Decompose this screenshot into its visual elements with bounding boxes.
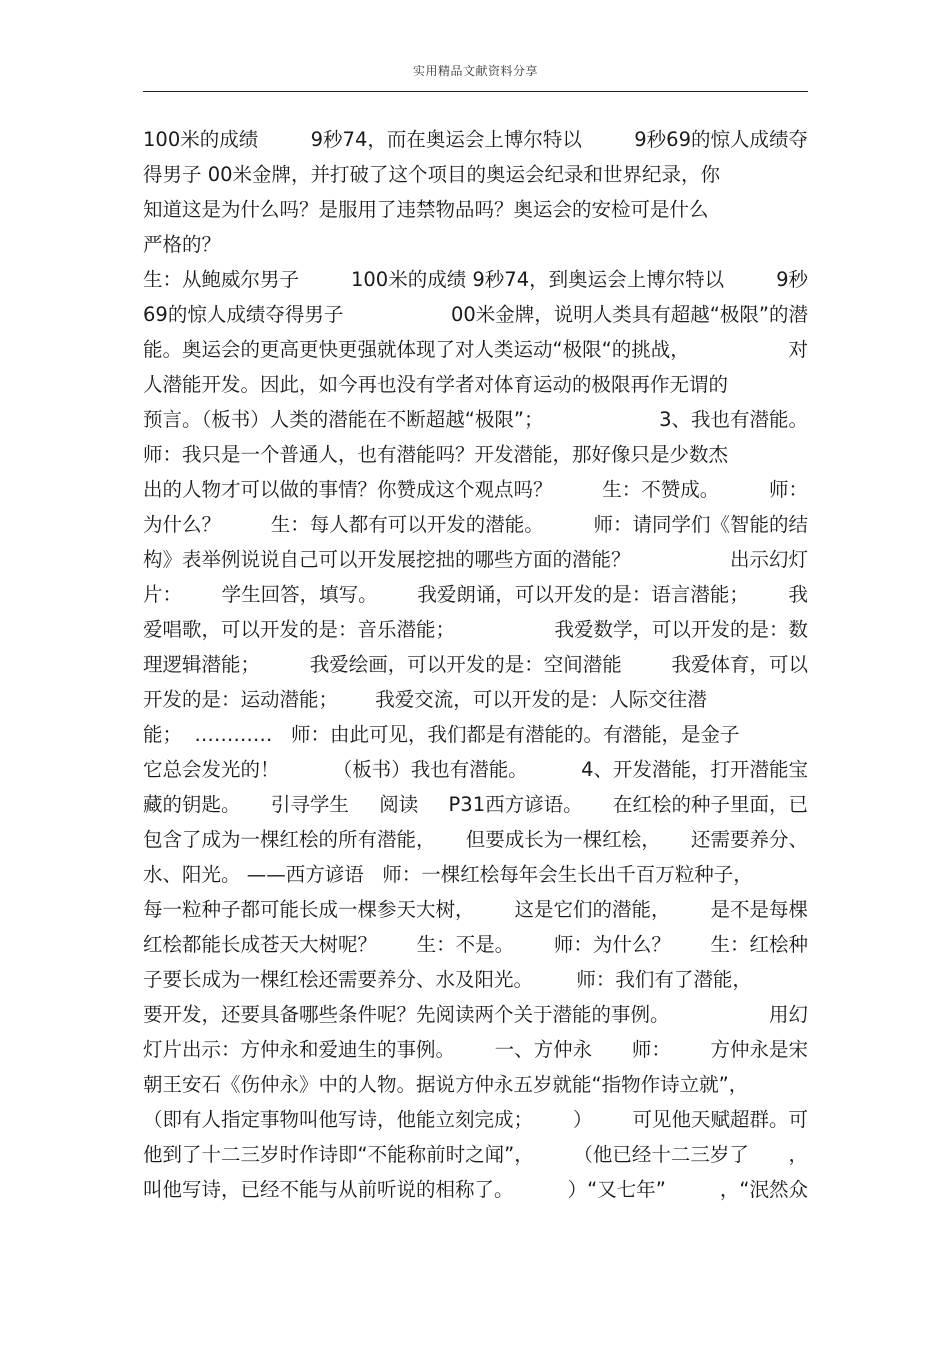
text-line	[143, 752, 808, 787]
text-segment: 学生回答，填写。	[221, 583, 378, 606]
text-segment: ，	[788, 1143, 808, 1166]
text-segment: 它总会发光的！	[143, 758, 280, 781]
text-line	[143, 962, 808, 997]
document-body	[143, 122, 808, 1207]
text-segment: 9秒	[776, 268, 808, 291]
text-segment: 每一粒种子都可能长成一棵参天大树，	[143, 898, 475, 921]
text-segment: ，“泯然众	[719, 1178, 808, 1201]
header-divider	[143, 91, 808, 92]
text-line	[143, 1032, 808, 1067]
text-segment: 要开发，还要具备哪些条件呢？先阅读两个关于潜能的事例。	[143, 1003, 670, 1026]
text-segment: 我爱朗诵，可以开发的是：语言潜能；	[417, 583, 749, 606]
text-segment: 我爱绘画，可以开发的是：空间潜能	[309, 653, 622, 676]
text-segment: 9秒74，而在奥运会上博尔特以	[310, 128, 582, 151]
text-segment: 叫他写诗，已经不能与从前听说的相称了。	[143, 1178, 514, 1201]
text-line	[143, 927, 808, 962]
text-segment: 人潜能开发。因此，如今再也没有学者对体育运动的极限再作无谓的	[143, 373, 729, 396]
text-segment: 方仲永是宋	[710, 1038, 808, 1061]
text-segment: 师：	[631, 1038, 671, 1061]
text-segment: 知道这是为什么吗？是服用了违禁物品吗？奥运会的安检可是什么	[143, 198, 709, 221]
text-segment: 出的人物才可以做的事情？你赞成这个观点吗？	[143, 478, 553, 501]
text-segment: 阅读	[379, 793, 419, 816]
text-segment: 藏的钥匙。	[143, 793, 241, 816]
text-segment: 可见他天赋超群。可	[632, 1108, 808, 1131]
text-line	[143, 892, 808, 927]
text-segment: 构》表举例说说自己可以开发展挖拙的哪些方面的潜能？	[143, 548, 631, 571]
text-segment: 100米的成绩	[143, 128, 259, 151]
text-segment: 我	[788, 583, 808, 606]
text-segment: （板书）我也有潜能。	[332, 758, 528, 781]
text-segment: 但要成长为一棵红桧，	[465, 828, 661, 851]
text-segment: 9秒69的惊人成绩夺	[634, 128, 808, 151]
text-line	[143, 647, 808, 682]
text-segment: 这是它们的潜能，	[514, 898, 671, 921]
text-segment: 预言。（板书）人类的潜能在不断超越“极限”；	[143, 408, 544, 431]
text-segment: 生：不赞成。	[602, 478, 720, 501]
text-line	[143, 997, 808, 1032]
text-segment: 一、方仲永	[494, 1038, 593, 1061]
text-segment: 红桧都能长成苍天大树呢？	[143, 933, 378, 956]
text-segment: （他已经十二三岁了	[573, 1143, 749, 1166]
text-segment: 用幻	[768, 1003, 808, 1026]
text-line	[143, 1102, 808, 1137]
text-segment: ）	[572, 1108, 593, 1131]
text-segment: P31西方谚语。	[448, 793, 583, 816]
text-segment: 爱唱歌，可以开发的是：音乐潜能；	[143, 618, 456, 641]
text-segment: 4、开发潜能，打开潜能宝	[581, 758, 808, 781]
text-line	[143, 157, 808, 192]
text-segment: 69的惊人成绩夺得男子	[143, 303, 344, 326]
text-line	[143, 297, 808, 332]
text-segment: 能； ………… 师：由此可见，我们都是有潜能的。有潜能，是金子	[143, 723, 740, 746]
text-segment: 引寻学生	[270, 793, 349, 816]
text-segment: 水、阳光。 ——西方谚语 师：一棵红桧每年会生长出千百万粒种子，	[143, 863, 753, 886]
text-segment: 生：每人都有可以开发的潜能。	[270, 513, 544, 536]
text-segment: 朝王安石《伤仲永》中的人物。据说方仲永五岁就能“指物作诗立就”，	[143, 1073, 749, 1096]
text-segment: 师：我只是一个普通人，也有潜能吗？开发潜能，那好像只是少数杰	[143, 443, 729, 466]
text-line	[143, 822, 808, 857]
text-line	[143, 402, 808, 437]
page-header: 实用精品文献资料分享	[412, 64, 538, 78]
text-segment: 为什么？	[143, 513, 222, 536]
text-line	[143, 367, 808, 402]
text-segment: 我爱数学，可以开发的是：数	[554, 618, 808, 641]
text-line	[143, 122, 808, 157]
text-line	[143, 542, 808, 577]
text-line	[143, 682, 808, 717]
text-line	[143, 227, 808, 262]
text-segment: 师：请同学们《智能的结	[593, 513, 808, 536]
text-segment: 出示幻灯	[729, 548, 808, 571]
text-segment: ）“又七年”	[567, 1178, 666, 1201]
text-segment: 生：从鲍威尔男子	[143, 268, 300, 291]
text-line	[143, 192, 808, 227]
text-line	[143, 1137, 808, 1172]
text-segment: 对	[788, 338, 808, 361]
text-line	[143, 1172, 808, 1207]
text-segment: 灯片出示：方仲永和爱迪生的事例。	[143, 1038, 456, 1061]
text-line	[143, 787, 808, 822]
text-line	[143, 1067, 808, 1102]
text-segment: 严格的？	[143, 233, 222, 256]
text-segment: （即有人指定事物叫他写诗，他能立刻完成；	[143, 1108, 534, 1131]
text-segment: 包含了成为一棵红桧的所有潜能，	[143, 828, 436, 851]
text-segment: 他到了十二三岁时作诗即“不能称前时之闻”，	[143, 1143, 534, 1166]
text-segment: 3、我也有潜能。	[659, 408, 808, 431]
text-segment: 在红桧的种子里面，已	[612, 793, 808, 816]
text-segment: 能。奥运会的更高更快更强就体现了对人类运动“极限“的挑战，	[143, 338, 690, 361]
text-segment: 师：为什么？	[553, 933, 671, 956]
text-segment: 是不是每棵	[710, 898, 808, 921]
text-line	[143, 717, 808, 752]
text-segment: 我爱体育，可以	[671, 653, 808, 676]
text-segment: 生：红桧种	[710, 933, 808, 956]
text-segment: 开发的是：运动潜能； 我爱交流，可以开发的是：人际交往潜	[143, 688, 707, 711]
text-line	[143, 857, 808, 892]
text-segment: 生：不是。	[416, 933, 515, 956]
text-line	[143, 577, 808, 612]
text-line	[143, 332, 808, 367]
text-segment: 师：	[768, 478, 808, 501]
text-segment: 得男子 00米金牌，并打破了这个项目的奥运会纪录和世界纪录，你	[143, 163, 721, 186]
text-line	[143, 262, 808, 297]
text-line	[143, 612, 808, 647]
text-segment: 100米的成绩 9秒74，到奥运会上博尔特以	[350, 268, 725, 291]
text-line	[143, 437, 808, 472]
text-segment: 片：	[143, 583, 183, 606]
text-segment: 子要长成为一棵红桧还需要养分、水及阳光。 师：我们有了潜能，	[143, 968, 752, 991]
text-line	[143, 472, 808, 507]
text-segment: 00米金牌，说明人类具有超越“极限”的潜	[450, 303, 808, 326]
text-segment: 理逻辑潜能；	[143, 653, 261, 676]
text-line	[143, 507, 808, 542]
text-segment: 还需要养分、	[690, 828, 808, 851]
